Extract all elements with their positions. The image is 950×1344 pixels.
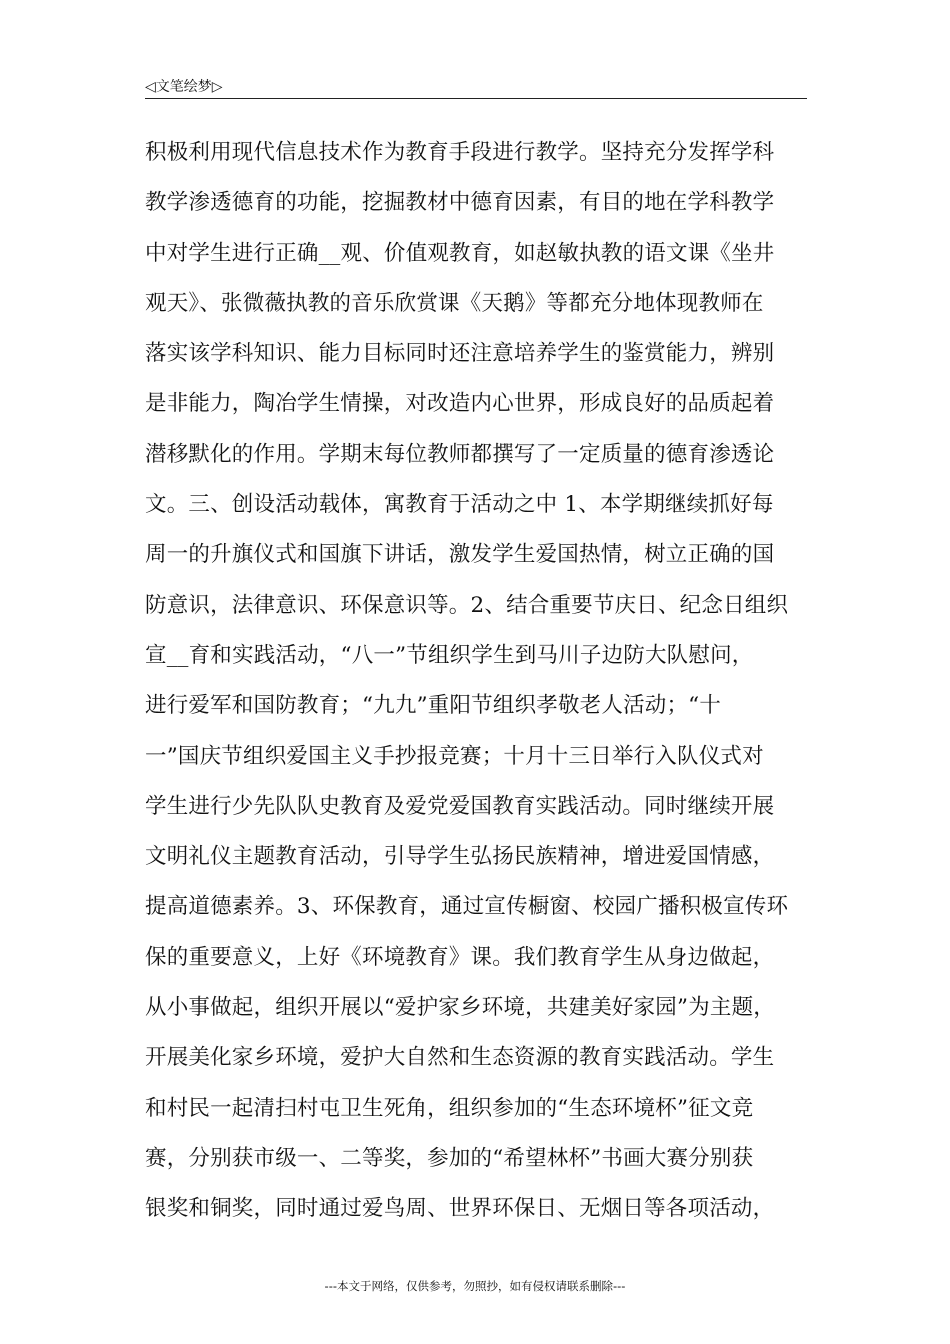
text-line: 潜移默化的作用。学期末每位教师都撰写了一定质量的德育渗透论 — [145, 441, 775, 467]
text-line: 观天》、张微薇执教的音乐欣赏课《天鹅》等都充分地体现教师在 — [145, 290, 764, 316]
text-line: 和村民一起清扫村屯卫生死角，组织参加的“生态环境杯”征文竞 — [145, 1095, 754, 1121]
text-line: 赛，分别获市级一、二等奖，参加的“希望林杯”书画大赛分别获 — [145, 1145, 754, 1171]
text-line: 文。三、创设活动载体，寓教育于活动之中 1、本学期继续抓好每 — [145, 492, 774, 518]
header-title: ◁文笔绘梦▷ — [145, 79, 223, 95]
text-line: 中对学生进行正确__观、价值观教育，如赵敏执教的语文课《坐井 — [145, 240, 775, 266]
text-line: 进行爱军和国防教育；“九九”重阳节组织孝敬老人活动；“十 — [145, 693, 722, 719]
text-line: 教学渗透德育的功能，挖掘教材中德育因素，有目的地在学科教学 — [145, 190, 775, 216]
text-line: 是非能力，陶冶学生情操，对改造内心世界，形成良好的品质起着 — [145, 391, 775, 417]
text-line: 提高道德素养。3、环保教育，通过宣传橱窗、校园广播积极宣传环 — [145, 894, 789, 920]
body-text — [145, 128, 809, 1235]
text-line: 开展美化家乡环境，爱护大自然和生态资源的教育实践活动。学生 — [145, 1045, 775, 1071]
text-line: 积极利用现代信息技术作为教育手段进行教学。坚持充分发挥学科 — [145, 140, 775, 165]
text-line: 周一的升旗仪式和国旗下讲话，激发学生爱国热情，树立正确的国 — [145, 542, 775, 568]
text-line: 从小事做起，组织开展以“爱护家乡环境，共建美好家园”为主题， — [145, 995, 775, 1021]
text-line: 学生进行少先队队史教育及爱党爱国教育实践活动。同时继续开展 — [145, 793, 775, 819]
page-footer: ---本文于网络，仅供参考，勿照抄，如有侵权请联系删除--- — [324, 1279, 626, 1293]
text-line: 保的重要意义，上好《环境教育》课。我们教育学生从身边做起， — [145, 944, 775, 970]
text-line: 防意识，法律意识、环保意识等。2、结合重要节庆日、纪念日组织 — [145, 592, 789, 618]
text-line: 宣__育和实践活动，“八一”节组织学生到马川子边防大队慰问， — [145, 642, 754, 668]
text-line: 落实该学科知识、能力目标同时还注意培养学生的鉴赏能力，辨别 — [145, 341, 775, 367]
page-header — [145, 74, 807, 99]
text-line: 银奖和铜奖，同时通过爱鸟周、世界环保日、无烟日等各项活动， — [145, 1196, 775, 1222]
text-line: 一”国庆节组织爱国主义手抄报竞赛；十月十三日举行入队仪式对 — [145, 743, 764, 769]
text-line: 文明礼仪主题教育活动，引导学生弘扬民族精神，增进爱国情感， — [145, 844, 775, 870]
